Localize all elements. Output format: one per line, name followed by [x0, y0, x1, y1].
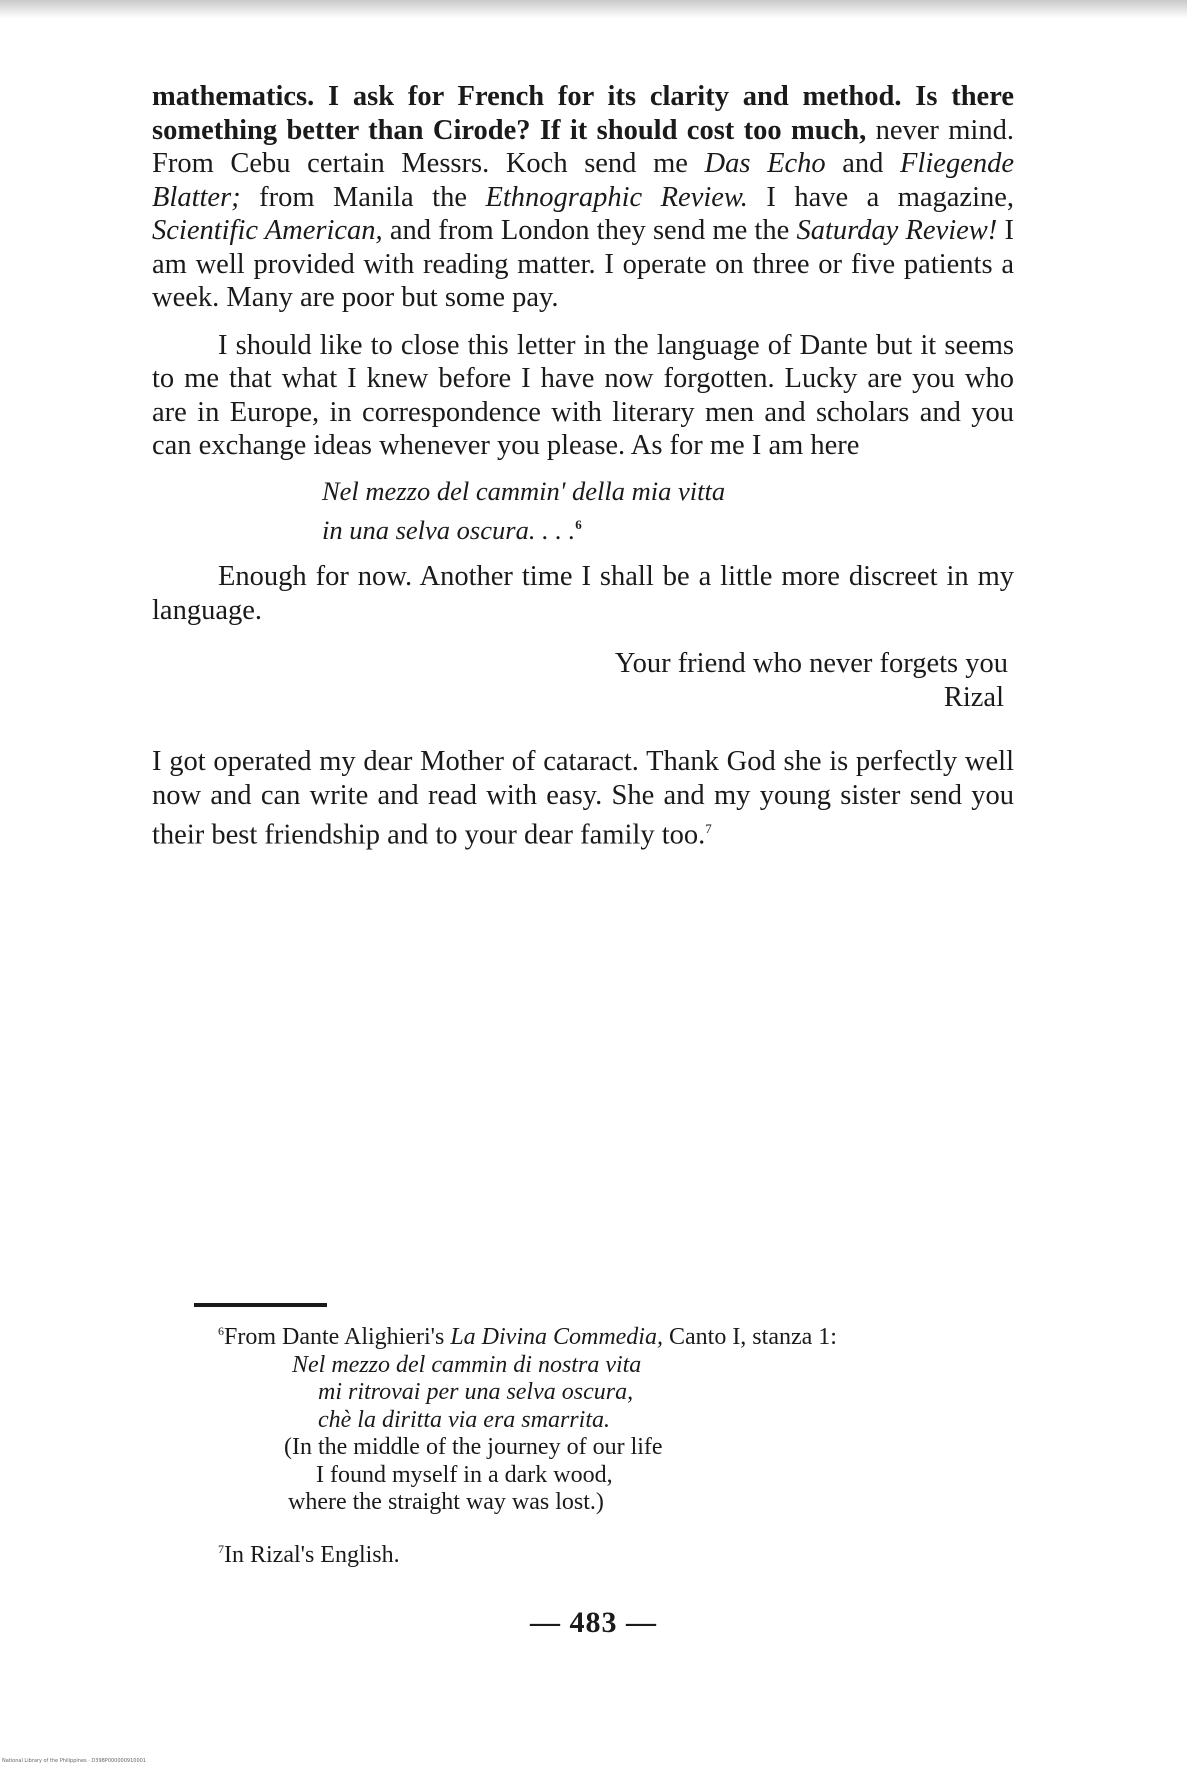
paragraph-1-lead: mathematics. I ask for French for its clarity and method. Is there something better than Cirode? If it should cost too much,	[152, 81, 1014, 146]
footnote-7-text: In Rizal's English.	[224, 1541, 400, 1568]
footnote-6-text: From Dante Alighieri's	[224, 1324, 451, 1350]
footnote-6-marker: 6	[218, 1324, 224, 1338]
scan-credit: National Library of the Philippines · D398P000000910001	[2, 1758, 146, 1764]
title-ethnographic-review: Ethnographic Review.	[485, 181, 748, 213]
title-fliegende-blatter: Fliegende Blatter;	[152, 148, 1014, 213]
footnote-6-english-line-2: I found myself in a dark wood,	[316, 1461, 613, 1488]
footnote-6-italian-line-2: mi ritrovai per una selva oscura,	[318, 1379, 634, 1405]
footnote-ref-6: 6	[575, 516, 582, 532]
paragraph-1-text: and from London they send me the	[382, 215, 797, 246]
footnote-6-english-line-3: where the straight way was lost.)	[288, 1489, 604, 1515]
signature: Rizal	[943, 682, 1004, 714]
letter-body	[152, 80, 1014, 852]
scan-top-shadow	[0, 0, 1187, 18]
footnote-6-italian-line-1: Nel mezzo del cammin di nostra vita	[292, 1351, 642, 1378]
footnote-6-italian-line-3: chè la diritta via era smarrita.	[318, 1406, 610, 1433]
footnote-7	[218, 1536, 1018, 1570]
paragraph-1-text: and	[825, 148, 901, 179]
dante-verse-quote	[322, 475, 1014, 547]
footnotes	[218, 1318, 1018, 1569]
footnote-7-marker: 7	[218, 1541, 224, 1556]
title-saturday-review: Saturday Review!	[796, 215, 998, 246]
paragraph-1-text: from Manila the	[240, 181, 486, 213]
paragraph-1-text: I have a magazine,	[747, 181, 1015, 213]
title-scientific-american: Scientific American,	[152, 215, 383, 246]
paragraph-1	[152, 80, 1014, 315]
footnote-6-intro	[218, 1318, 1018, 1352]
postscript	[152, 745, 1014, 852]
postscript-text: I got operated my dear Mother of cataract. Thank God she is perfectly well now and can write and read with easy. She and my young sister send you their best friendship and to your dear family too.	[152, 746, 1014, 851]
footnote-ref-7: 7	[705, 821, 712, 837]
verse-line-2	[322, 508, 1014, 547]
paragraph-3: Enough for now. Another time I shall be a little more discreet in my language.	[152, 561, 1014, 626]
paragraph-2: I should like to close this letter in the language of Dante but it seems to me that what I knew before I have now forgotten. Lucky are you who are in Europe, in correspondence with literary men and scholars and you can exchange ideas whenever you please. As for me I am here	[152, 329, 1014, 461]
footnote-rule	[194, 1303, 327, 1307]
title-das-echo: Das Echo	[704, 148, 826, 179]
paragraph-1-text: I am well provided with reading matter. I operate on three or five patients a week. Many are poor but some pay.	[152, 215, 1014, 313]
footnote-6-title: La Divina Commedia,	[450, 1324, 663, 1350]
signoff	[152, 647, 1014, 715]
closing-line: Your friend who never forgets you	[614, 648, 1008, 680]
verse-line-2-text: in una selva oscura. . . .	[322, 514, 576, 545]
footnote-6-text: Canto I, stanza 1:	[662, 1324, 837, 1350]
footnote-6-english-line-1: (In the middle of the journey of our life	[284, 1434, 663, 1460]
page-number: — 483 —	[530, 1606, 657, 1639]
paragraph-1-text: never mind. From Cebu certain Messrs. Koch send me	[152, 114, 1014, 179]
verse-line-1: Nel mezzo del cammin' della mia vitta	[322, 475, 726, 506]
